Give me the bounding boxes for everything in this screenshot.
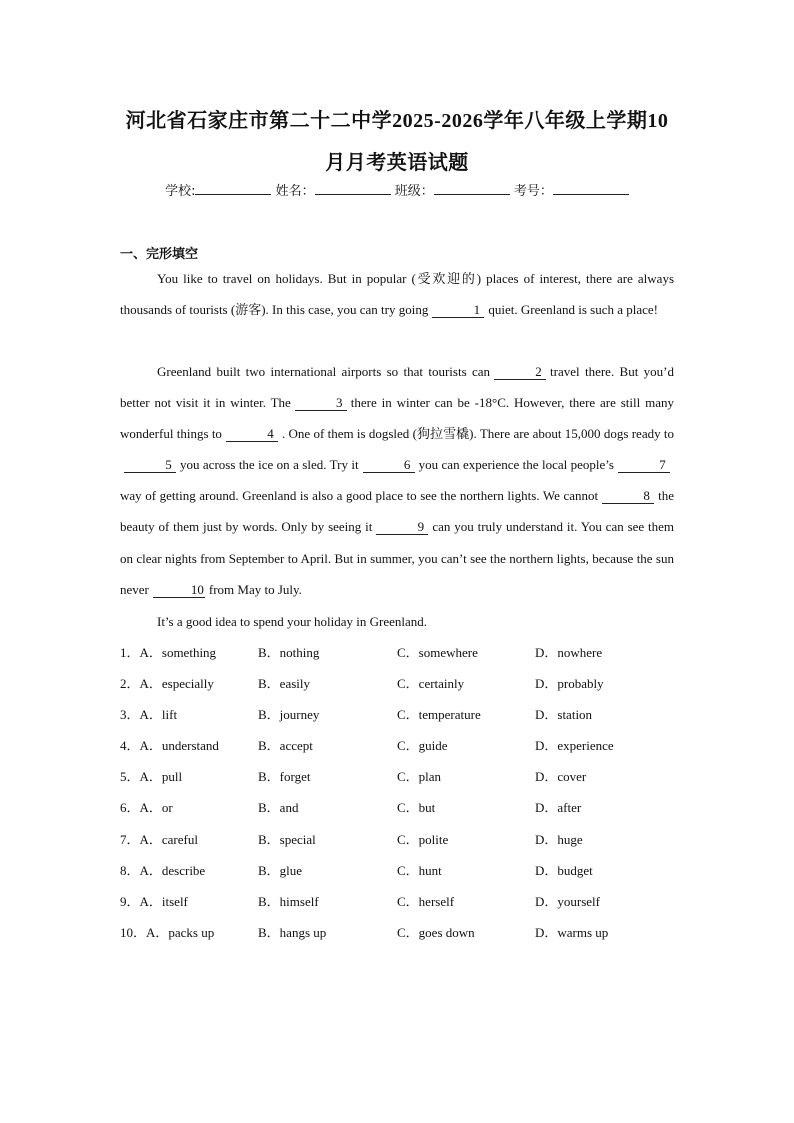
option-a[interactable]: 3．A．lift: [120, 707, 178, 723]
section-title: 一、完形填空: [120, 247, 199, 262]
option-a[interactable]: 1．A．something: [120, 645, 217, 660]
class-label: 班级：: [394, 184, 434, 199]
page-title-line1: 河北省石家庄市第二十二中学2025-2026学年八年级上学期10: [125, 110, 669, 132]
option-row: [120, 761, 720, 792]
options-list: [120, 637, 720, 948]
option-a[interactable]: 8．A．describe: [120, 862, 206, 878]
blank-6: 6: [363, 458, 415, 473]
passage-paragraph-1: [120, 263, 674, 325]
option-row: [120, 637, 720, 668]
name-label: 姓名：: [275, 184, 315, 199]
passage-paragraph-3: It’s a good idea to spend your holiday in Greenland.: [157, 614, 428, 629]
option-c[interactable]: C．but: [397, 800, 436, 816]
blank-8: 8: [602, 489, 654, 504]
option-b[interactable]: B．himself: [258, 893, 319, 909]
option-d[interactable]: D．warms up: [535, 924, 609, 940]
option-b[interactable]: B．nothing: [258, 645, 320, 660]
option-c[interactable]: C．goes down: [397, 924, 475, 940]
option-b[interactable]: B．forget: [258, 769, 311, 785]
passage-text: quiet. Greenland is such a place!: [488, 302, 659, 318]
option-c[interactable]: C．polite: [397, 831, 449, 847]
option-b[interactable]: B．accept: [258, 738, 313, 754]
blank-4: 4: [226, 427, 278, 442]
passage-text: the beauty of them just by words. Only by seeing it: [120, 488, 674, 535]
option-c[interactable]: C．guide: [397, 738, 448, 754]
school-label: 学校:: [165, 184, 196, 199]
blank-10: 10: [153, 583, 205, 598]
passage-text: you can experience the local people’s: [418, 457, 614, 473]
page-title-line2: 月月考英语试题: [325, 152, 469, 174]
option-row: [120, 824, 720, 855]
option-d[interactable]: D．huge: [535, 831, 583, 847]
passage-text: can you truly understand it. You can see them on clear nights from September to April. But in summer, you can’t see the northern lights, because the sun never: [120, 519, 675, 597]
option-c[interactable]: C．hunt: [397, 862, 442, 878]
blank-7: 7: [618, 458, 670, 473]
option-b[interactable]: B．glue: [258, 862, 303, 878]
option-a[interactable]: 9．A．itself: [120, 893, 188, 909]
option-a[interactable]: 2．A．especially: [120, 676, 214, 692]
name-blank[interactable]: [315, 182, 391, 195]
option-c[interactable]: C．temperature: [397, 707, 481, 723]
option-b[interactable]: B．hangs up: [258, 924, 327, 940]
option-c[interactable]: C．plan: [397, 769, 442, 785]
option-row: [120, 855, 720, 886]
option-row: [120, 699, 720, 730]
option-row: [120, 792, 720, 823]
option-d[interactable]: D．cover: [535, 769, 587, 785]
blank-1: 1: [432, 303, 484, 318]
option-row: [120, 917, 720, 948]
passage-text: You like to travel on holidays. But in popular (受欢迎的) places of interest, there are always thousands of tourists (游客). In this case, you can try going: [120, 271, 674, 318]
passage-text: . One of them is dogsled (狗拉雪橇). There are about 15,000 dogs ready to: [281, 426, 674, 442]
option-a[interactable]: 5．A．pull: [120, 769, 183, 785]
number-blank[interactable]: [553, 182, 629, 195]
option-d[interactable]: D．after: [535, 800, 582, 816]
option-a[interactable]: 6．A．or: [120, 800, 173, 816]
option-c[interactable]: C．herself: [397, 893, 455, 909]
option-d[interactable]: D．nowhere: [535, 645, 603, 660]
option-d[interactable]: D．probably: [535, 676, 604, 692]
blank-9: 9: [376, 520, 428, 535]
passage-text: Greenland built two international airports so that tourists can: [157, 364, 491, 379]
class-blank[interactable]: [434, 182, 510, 195]
student-info-line: [0, 180, 794, 199]
blank-3: 3: [295, 396, 347, 411]
passage-text: you across the ice on a sled. Try it: [180, 457, 359, 473]
option-c[interactable]: C．certainly: [397, 676, 465, 692]
blank-2: 2: [494, 365, 546, 380]
passage-text: from May to July.: [208, 581, 302, 597]
blank-5: 5: [124, 458, 176, 473]
option-b[interactable]: B．easily: [258, 676, 310, 692]
option-row: [120, 668, 720, 699]
option-a[interactable]: 4．A．understand: [120, 738, 219, 754]
option-d[interactable]: D．yourself: [535, 893, 600, 909]
option-b[interactable]: B．journey: [258, 707, 320, 723]
passage-text: travel there. But you’d better not visit it in winter. The: [120, 364, 675, 411]
passage-paragraph-2: [120, 356, 674, 605]
number-label: 考号：: [513, 184, 553, 199]
option-d[interactable]: D．budget: [535, 862, 593, 878]
school-blank[interactable]: [195, 182, 271, 195]
option-b[interactable]: B．and: [258, 800, 299, 816]
option-row: [120, 730, 720, 761]
passage-text: way of getting around. Greenland is also a good place to see the northern lights. We cannot: [120, 488, 599, 504]
option-row: [120, 886, 720, 917]
option-a[interactable]: 7．A．careful: [120, 831, 198, 847]
option-c[interactable]: C．somewhere: [397, 645, 478, 660]
option-d[interactable]: D．experience: [535, 738, 614, 754]
option-a[interactable]: 10．A．packs up: [120, 924, 215, 940]
option-b[interactable]: B．special: [258, 831, 316, 847]
passage-text: there in winter can be -18°C. However, there are still many wonderful things to: [120, 395, 674, 442]
option-d[interactable]: D．station: [535, 707, 593, 723]
